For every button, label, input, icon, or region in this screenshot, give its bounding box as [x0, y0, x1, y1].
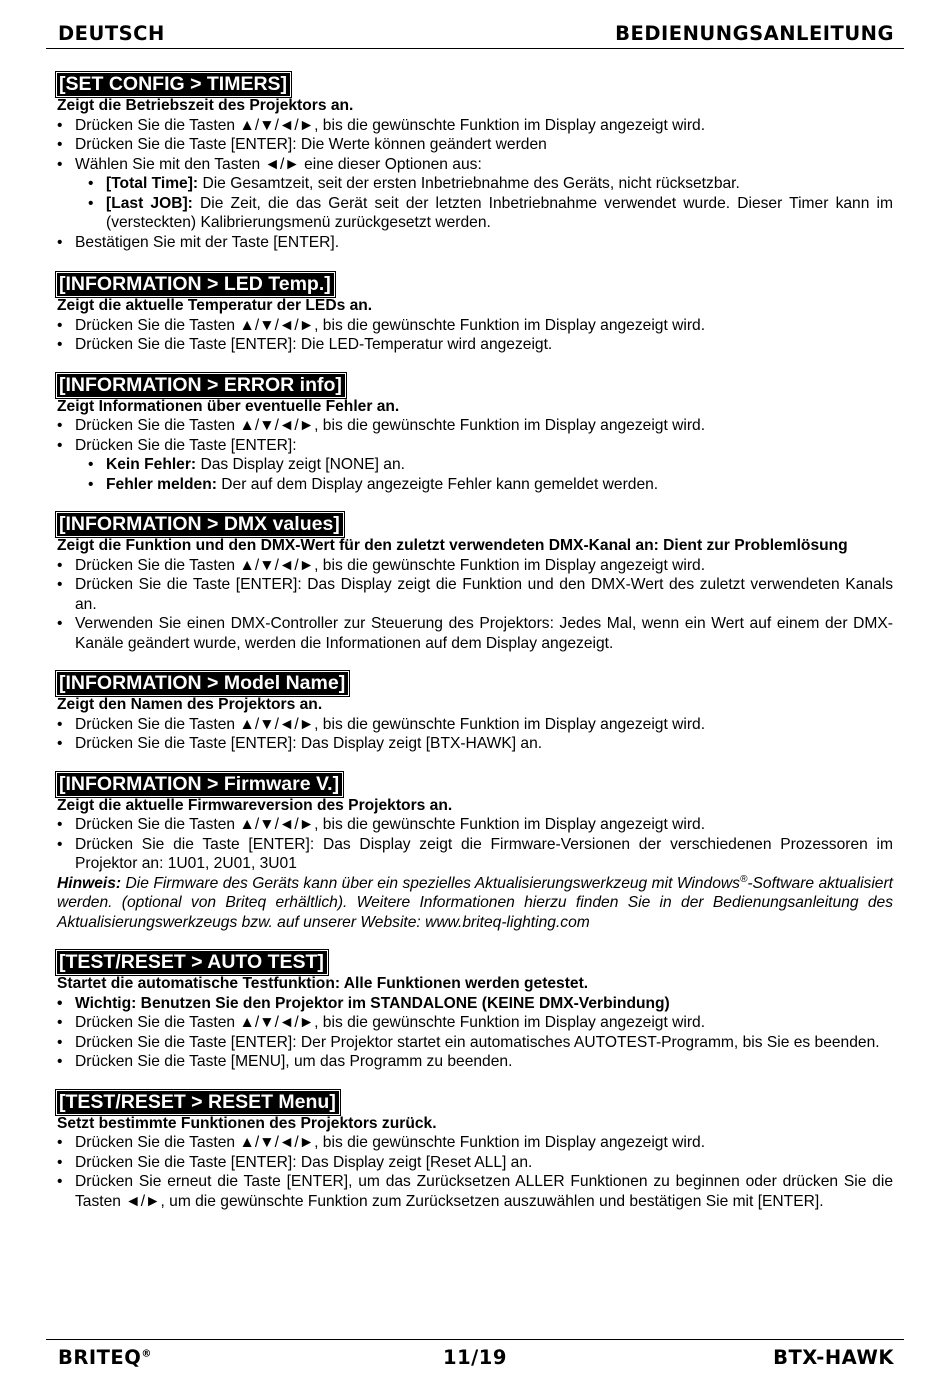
item-label: [Last JOB]:: [106, 194, 193, 212]
section-firmware: [57, 773, 893, 933]
list-item: [88, 455, 893, 475]
list-item: • Drücken Sie die Tasten ▲/▼/◄/►, bis die gewünschte Funktion im Display angezeigt wird.: [57, 316, 893, 336]
section-title: [SET CONFIG > TIMERS]: [57, 73, 290, 96]
section-subtitle: Setzt bestimmte Funktionen des Projektors zurück.: [57, 1114, 437, 1132]
bullet-list: [57, 416, 893, 455]
item-text: Die Zeit, die das Gerät seit der letzten Inbetriebnahme verwendet wurde. Dieser Timer kann im (versteckten) Kalibrierungsmenü zurückgesetzt werden.: [106, 194, 893, 231]
bullet-list: [57, 116, 893, 175]
item-text: Das Display zeigt [NONE] an.: [196, 456, 405, 473]
section-error-info: [57, 374, 893, 495]
sub-bullet-list: [57, 455, 893, 494]
footer-model: BTX-HAWK: [773, 1346, 894, 1369]
list-item: • Drücken Sie die Tasten ▲/▼/◄/►, bis die gewünschte Funktion im Display angezeigt wird.: [57, 416, 893, 436]
list-item-important: • Wichtig: Benutzen Sie den Projektor im STANDALONE (KEINE DMX-Verbindung): [57, 994, 893, 1014]
header-doc-type: BEDIENUNGSANLEITUNG: [615, 22, 894, 45]
sub-bullet-list: [57, 174, 893, 233]
list-item: • Drücken Sie die Taste [ENTER]: Das Display zeigt [Reset ALL] an.: [57, 1153, 893, 1173]
bullet-list: [57, 715, 893, 754]
list-item: • Bestätigen Sie mit der Taste [ENTER].: [57, 233, 893, 253]
list-item: • Drücken Sie die Taste [MENU], um das Programm zu beenden.: [57, 1052, 893, 1072]
list-item: • Drücken Sie die Taste [ENTER]: Der Projektor startet ein automatisches AUTOTEST-Programm, bis Sie es beenden.: [57, 1033, 893, 1053]
list-item: • Drücken Sie die Taste [ENTER]:: [57, 436, 893, 456]
section-model-name: [57, 672, 893, 754]
bullet-list: [57, 815, 893, 874]
section-subtitle: Zeigt den Namen des Projektors an.: [57, 696, 323, 713]
section-subtitle: Zeigt Informationen über eventuelle Fehler an.: [57, 397, 400, 415]
list-item: • Drücken Sie die Tasten ▲/▼/◄/►, bis die gewünschte Funktion im Display angezeigt wird.: [57, 815, 893, 835]
list-item: • Drücken Sie die Tasten ▲/▼/◄/►, bis die gewünschte Funktion im Display angezeigt wird.: [57, 1013, 893, 1033]
section-title: [INFORMATION > Firmware V.]: [57, 773, 342, 796]
list-item: [88, 475, 893, 495]
item-text: Die Gesamtzeit, seit der ersten Inbetriebnahme des Geräts, nicht rücksetzbar.: [198, 175, 740, 192]
hint-note: [57, 874, 893, 933]
list-item: • Drücken Sie die Taste [ENTER]: Die LED-Temperatur wird angezeigt.: [57, 335, 893, 355]
brand-name: BRITEQ: [58, 1346, 142, 1369]
item-label: [Total Time]:: [106, 175, 199, 192]
section-led-temp: [57, 273, 893, 355]
hint-text: Die Firmware des Geräts kann über ein spezielles Aktualisierungswerkzeug mit Windows: [121, 874, 740, 892]
section-subtitle: Zeigt die Funktion und den DMX-Wert für den zuletzt verwendeten DMX-Kanal an: Dient zur Problemlösung: [57, 537, 848, 554]
bullet-list: [57, 556, 893, 654]
page-number: 11/19: [443, 1346, 507, 1369]
list-item: • Drücken Sie die Taste [ENTER]: Das Display zeigt die Funktion und den DMX-Wert des zuletzt verwendeten Kanals an.: [57, 575, 893, 614]
section-title: [INFORMATION > Model Name]: [57, 672, 348, 695]
section-reset-menu: [57, 1091, 893, 1212]
list-item: • Drücken Sie die Tasten ▲/▼/◄/►, bis die gewünschte Funktion im Display angezeigt wird.: [57, 556, 893, 576]
registered-mark: ®: [739, 873, 748, 885]
header-language: DEUTSCH: [58, 22, 165, 45]
section-title: [INFORMATION > DMX values]: [57, 513, 343, 536]
bullet-list: [57, 994, 893, 1072]
bullet-list: [57, 316, 893, 355]
list-item: • Drücken Sie die Tasten ▲/▼/◄/►, bis die gewünschte Funktion im Display angezeigt wird.: [57, 116, 893, 136]
list-item: • Drücken Sie die Taste [ENTER]: Das Display zeigt [BTX-HAWK] an.: [57, 734, 893, 754]
page-header: [46, 20, 904, 49]
list-item: • Verwenden Sie einen DMX-Controller zur Steuerung des Projektors: Jedes Mal, wenn ein Wert auf einem der DMX-Kanäle geändert wurde, werden die Informationen auf dem Display angezeigt.: [57, 614, 893, 653]
section-subtitle: Zeigt die aktuelle Temperatur der LEDs an.: [57, 297, 373, 314]
page-content: [57, 73, 893, 1211]
hint-label: Hinweis:: [57, 874, 122, 892]
list-item: [88, 194, 893, 233]
registered-mark: ®: [141, 1348, 152, 1360]
section-title: [INFORMATION > ERROR info]: [57, 374, 345, 397]
section-subtitle: Startet die automatische Testfunktion: Alle Funktionen werden getestet.: [57, 975, 589, 992]
list-item: • Drücken Sie die Tasten ▲/▼/◄/►, bis die gewünschte Funktion im Display angezeigt wird.: [57, 715, 893, 735]
page-footer: [46, 1339, 904, 1374]
section-timers: [57, 73, 893, 252]
section-dmx-values: [57, 513, 893, 653]
list-item: [88, 174, 893, 194]
section-subtitle: Zeigt die aktuelle Firmwareversion des Projektors an.: [57, 796, 453, 814]
section-auto-test: [57, 951, 893, 1072]
list-item: • Wählen Sie mit den Tasten ◄/► eine dieser Optionen aus:: [57, 155, 893, 175]
bullet-list: [57, 1133, 893, 1211]
section-title: [TEST/RESET > RESET Menu]: [57, 1091, 339, 1114]
item-label: Fehler melden:: [106, 475, 217, 493]
list-item: • Drücken Sie die Tasten ▲/▼/◄/►, bis die gewünschte Funktion im Display angezeigt wird.: [57, 1133, 893, 1153]
section-title: [TEST/RESET > AUTO TEST]: [57, 951, 327, 974]
bullet-list: [57, 233, 893, 253]
item-text: Der auf dem Display angezeigte Fehler kann gemeldet werden.: [216, 475, 659, 493]
list-item: • Drücken Sie die Taste [ENTER]: Das Display zeigt die Firmware-Versionen der verschiedenen Prozessoren im Projektor an: 1U01, 2U01, 3U01: [57, 835, 893, 874]
list-item: • Drücken Sie erneut die Taste [ENTER], um das Zurücksetzen ALLER Funktionen zu beginnen oder drücken Sie die Tasten ◄/►, um die gewünschte Funktion zum Zurücksetzen auszuwählen und bestätigen Sie mit [ENTER].: [57, 1172, 893, 1211]
section-subtitle: Zeigt die Betriebszeit des Projektors an.: [57, 97, 354, 114]
list-item: • Drücken Sie die Taste [ENTER]: Die Werte können geändert werden: [57, 135, 893, 155]
section-title: [INFORMATION > LED Temp.]: [57, 273, 334, 296]
hint-text: -Software aktualisiert werden. (optional von Briteq erhältlich). Weitere Informationen hierzu finden Sie in der Bedienungsanleitung des Aktualisierungswerkzeugs bzw. auf unserer Website: www.briteq-lighting.com: [57, 874, 893, 931]
item-label: Kein Fehler:: [106, 456, 197, 473]
